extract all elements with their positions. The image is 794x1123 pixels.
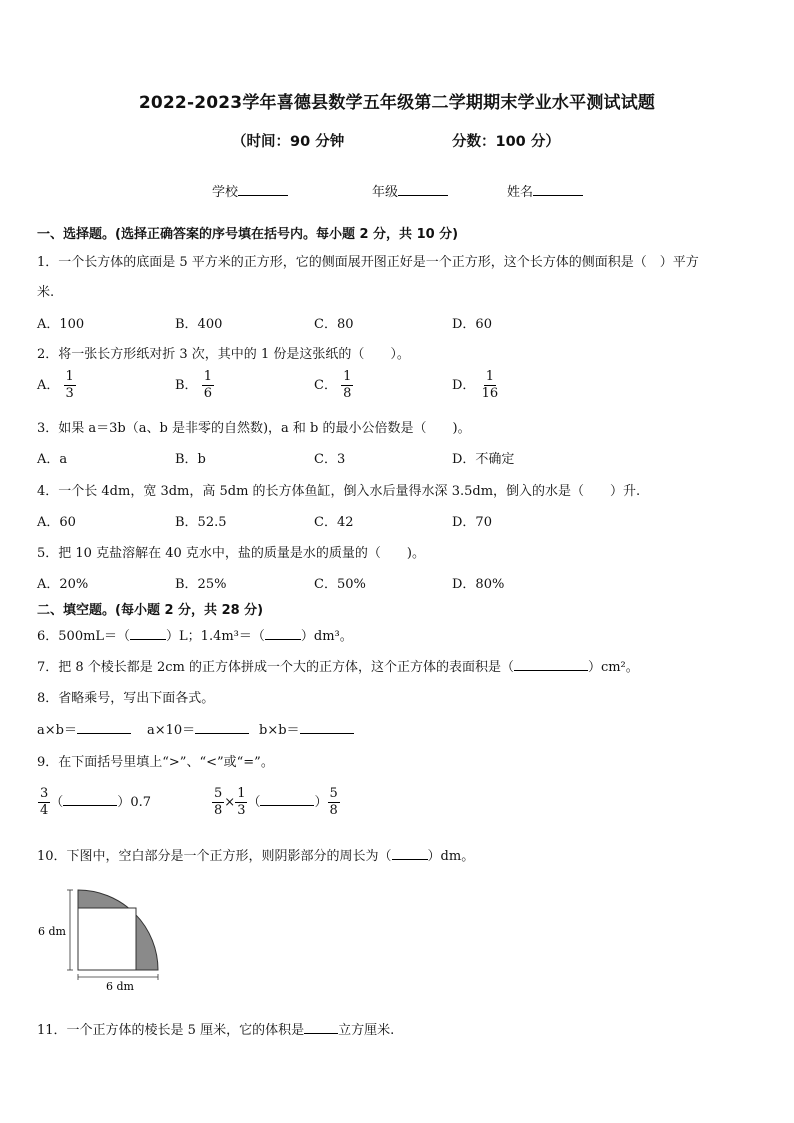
q8-expr-3 bbox=[259, 719, 354, 738]
q10 bbox=[37, 845, 474, 864]
q1-line2: 米. bbox=[37, 285, 55, 300]
grade-label: 年级 bbox=[372, 185, 399, 200]
name-label: 姓名 bbox=[507, 185, 534, 200]
grade-field[interactable] bbox=[372, 181, 448, 200]
q2-option-a-fraction: $\frac{1}{3}$ bbox=[65, 369, 74, 401]
q8-expr-2-label: a×10＝ bbox=[147, 723, 196, 738]
q1-option-b[interactable]: B．400 bbox=[175, 317, 223, 332]
q2-option-a-letter: A． bbox=[37, 378, 60, 393]
q7-text-part1: 7．把 8 个棱长都是 2cm 的正方体拼成一个大的正方体，这个正方体的表面积是（ bbox=[37, 660, 514, 675]
section2-heading: 二、填空题。(每小题 2 分，共 28 分) bbox=[37, 603, 264, 618]
q9-paren-open-1: （ bbox=[50, 795, 64, 810]
q9-paren-close-2: ） bbox=[314, 795, 328, 810]
q8-expr-1 bbox=[37, 719, 131, 738]
q9-compare-2 bbox=[212, 786, 340, 819]
q2-option-c[interactable] bbox=[314, 369, 353, 402]
q9-fraction-5-8-b: $\frac{5}{8}$ bbox=[329, 786, 338, 818]
q2-option-b[interactable] bbox=[175, 369, 214, 402]
q1-option-d[interactable]: D．60 bbox=[452, 317, 492, 332]
q3-text: 3．如果 a＝3b（a、b 是非零的自然数)，a 和 b 的最小公倍数是（ )。 bbox=[37, 421, 471, 436]
q7-text-part2: ）cm²。 bbox=[587, 660, 639, 675]
q8-expr-3-label: b×b＝ bbox=[259, 723, 300, 738]
q10-text-part1: 10．下图中，空白部分是一个正方形，则阴影部分的周长为（ bbox=[37, 849, 392, 864]
q2-option-b-letter: B． bbox=[175, 378, 198, 393]
q9-paren-close-1: ） bbox=[117, 795, 131, 810]
q5-text: 5．把 10 克盐溶解在 40 克水中，盐的质量是水的质量的（ )。 bbox=[37, 546, 425, 561]
q2-option-c-letter: C． bbox=[314, 378, 337, 393]
q4-option-a[interactable]: A．60 bbox=[37, 515, 76, 530]
q6 bbox=[37, 625, 353, 644]
q9-value: 0.7 bbox=[130, 795, 151, 810]
page-title: 2022-2023学年喜德县数学五年级第二学期期末学业水平测试试题 bbox=[138, 93, 656, 113]
q8-expr-2 bbox=[147, 719, 249, 738]
q3-option-d[interactable]: D．不确定 bbox=[452, 452, 515, 467]
q3-option-b[interactable]: B．b bbox=[175, 452, 206, 467]
q9-times-sign: × bbox=[224, 795, 236, 810]
q4-option-c[interactable]: C．42 bbox=[314, 515, 354, 530]
q9-blank-1[interactable] bbox=[63, 793, 117, 806]
q6-blank-1[interactable] bbox=[130, 627, 166, 640]
q6-text-part2: ）L；1.4m³＝（ bbox=[166, 629, 265, 644]
q5-option-d[interactable]: D．80% bbox=[452, 577, 505, 592]
q6-text-part3: ）dm³。 bbox=[300, 629, 353, 644]
q3-option-c[interactable]: C．3 bbox=[314, 452, 346, 467]
q10-figure bbox=[36, 884, 166, 994]
q11 bbox=[37, 1019, 394, 1038]
q9-compare-1 bbox=[38, 786, 151, 819]
q8-text: 8．省略乘号，写出下面各式。 bbox=[37, 691, 215, 706]
q11-text-part1: 11．一个正方体的棱长是 5 厘米，它的体积是 bbox=[37, 1023, 305, 1038]
q5-option-a[interactable]: A．20% bbox=[37, 577, 89, 592]
q1-option-c[interactable]: C．80 bbox=[314, 317, 354, 332]
q3-option-a[interactable]: A．a bbox=[37, 452, 68, 467]
q10-blank[interactable] bbox=[392, 847, 428, 860]
q1-line1: 1．一个长方体的底面是 5 平方米的正方形，它的侧面展开图正好是一个正方形，这个长方体的侧面积是（ ）平方 bbox=[37, 255, 699, 270]
q8-blank-2[interactable] bbox=[195, 721, 249, 734]
section1-heading: 一、选择题。(选择正确答案的序号填在括号内。每小题 2 分，共 10 分) bbox=[37, 227, 459, 242]
name-field[interactable] bbox=[507, 181, 583, 200]
q8-blank-1[interactable] bbox=[77, 721, 131, 734]
q9-fraction-5-8-a: $\frac{5}{8}$ bbox=[214, 786, 223, 818]
q2-option-d[interactable] bbox=[452, 369, 500, 402]
q2-text: 2．将一张长方形纸对折 3 次，其中的 1 份是这张纸的（ ）。 bbox=[37, 347, 410, 362]
school-field[interactable] bbox=[212, 181, 288, 200]
q2-option-a[interactable] bbox=[37, 369, 76, 402]
q7 bbox=[37, 656, 639, 675]
q7-blank[interactable] bbox=[514, 658, 588, 671]
q8-blank-3[interactable] bbox=[300, 721, 354, 734]
q6-blank-2[interactable] bbox=[265, 627, 301, 640]
name-blank[interactable] bbox=[533, 181, 583, 196]
q6-text-part1: 6．500mL＝（ bbox=[37, 629, 131, 644]
q5-option-c[interactable]: C．50% bbox=[314, 577, 366, 592]
q4-option-d[interactable]: D．70 bbox=[452, 515, 492, 530]
school-label: 学校 bbox=[212, 185, 239, 200]
q10-white-square bbox=[78, 908, 136, 970]
exam-time: （时间：90 分钟 bbox=[232, 134, 345, 150]
q4-option-b[interactable]: B．52.5 bbox=[175, 515, 227, 530]
exam-score: 分数：100 分） bbox=[452, 134, 560, 150]
q8-expr-1-label: a×b＝ bbox=[37, 723, 77, 738]
q10-left-label: 6 dm bbox=[38, 925, 66, 938]
q9-paren-open-2: （ bbox=[247, 795, 261, 810]
q2-option-b-fraction: $\frac{1}{6}$ bbox=[203, 369, 212, 401]
q11-text-part2: 立方厘米. bbox=[338, 1023, 395, 1038]
q9-blank-2[interactable] bbox=[260, 793, 314, 806]
q9-fraction-1-3: $\frac{1}{3}$ bbox=[237, 786, 246, 818]
q9-text: 9．在下面括号里填上“>”、“<”或“=”。 bbox=[37, 755, 274, 770]
q10-bottom-label: 6 dm bbox=[106, 980, 134, 993]
q2-option-d-letter: D． bbox=[452, 378, 476, 393]
q11-blank[interactable] bbox=[304, 1021, 338, 1034]
q1-option-a[interactable]: A．100 bbox=[37, 317, 85, 332]
q2-option-d-fraction: $\frac{1}{16}$ bbox=[481, 369, 499, 401]
grade-blank[interactable] bbox=[398, 181, 448, 196]
school-blank[interactable] bbox=[238, 181, 288, 196]
q2-option-c-fraction: $\frac{1}{8}$ bbox=[343, 369, 352, 401]
q10-text-part2: ）dm。 bbox=[427, 849, 475, 864]
q9-fraction-3-4: $\frac{3}{4}$ bbox=[40, 786, 49, 818]
q5-option-b[interactable]: B．25% bbox=[175, 577, 227, 592]
q4-text: 4．一个长 4dm，宽 3dm，高 5dm 的长方体鱼缸，倒入水后量得水深 3.5dm，倒入的水是（ ）升. bbox=[37, 484, 641, 499]
